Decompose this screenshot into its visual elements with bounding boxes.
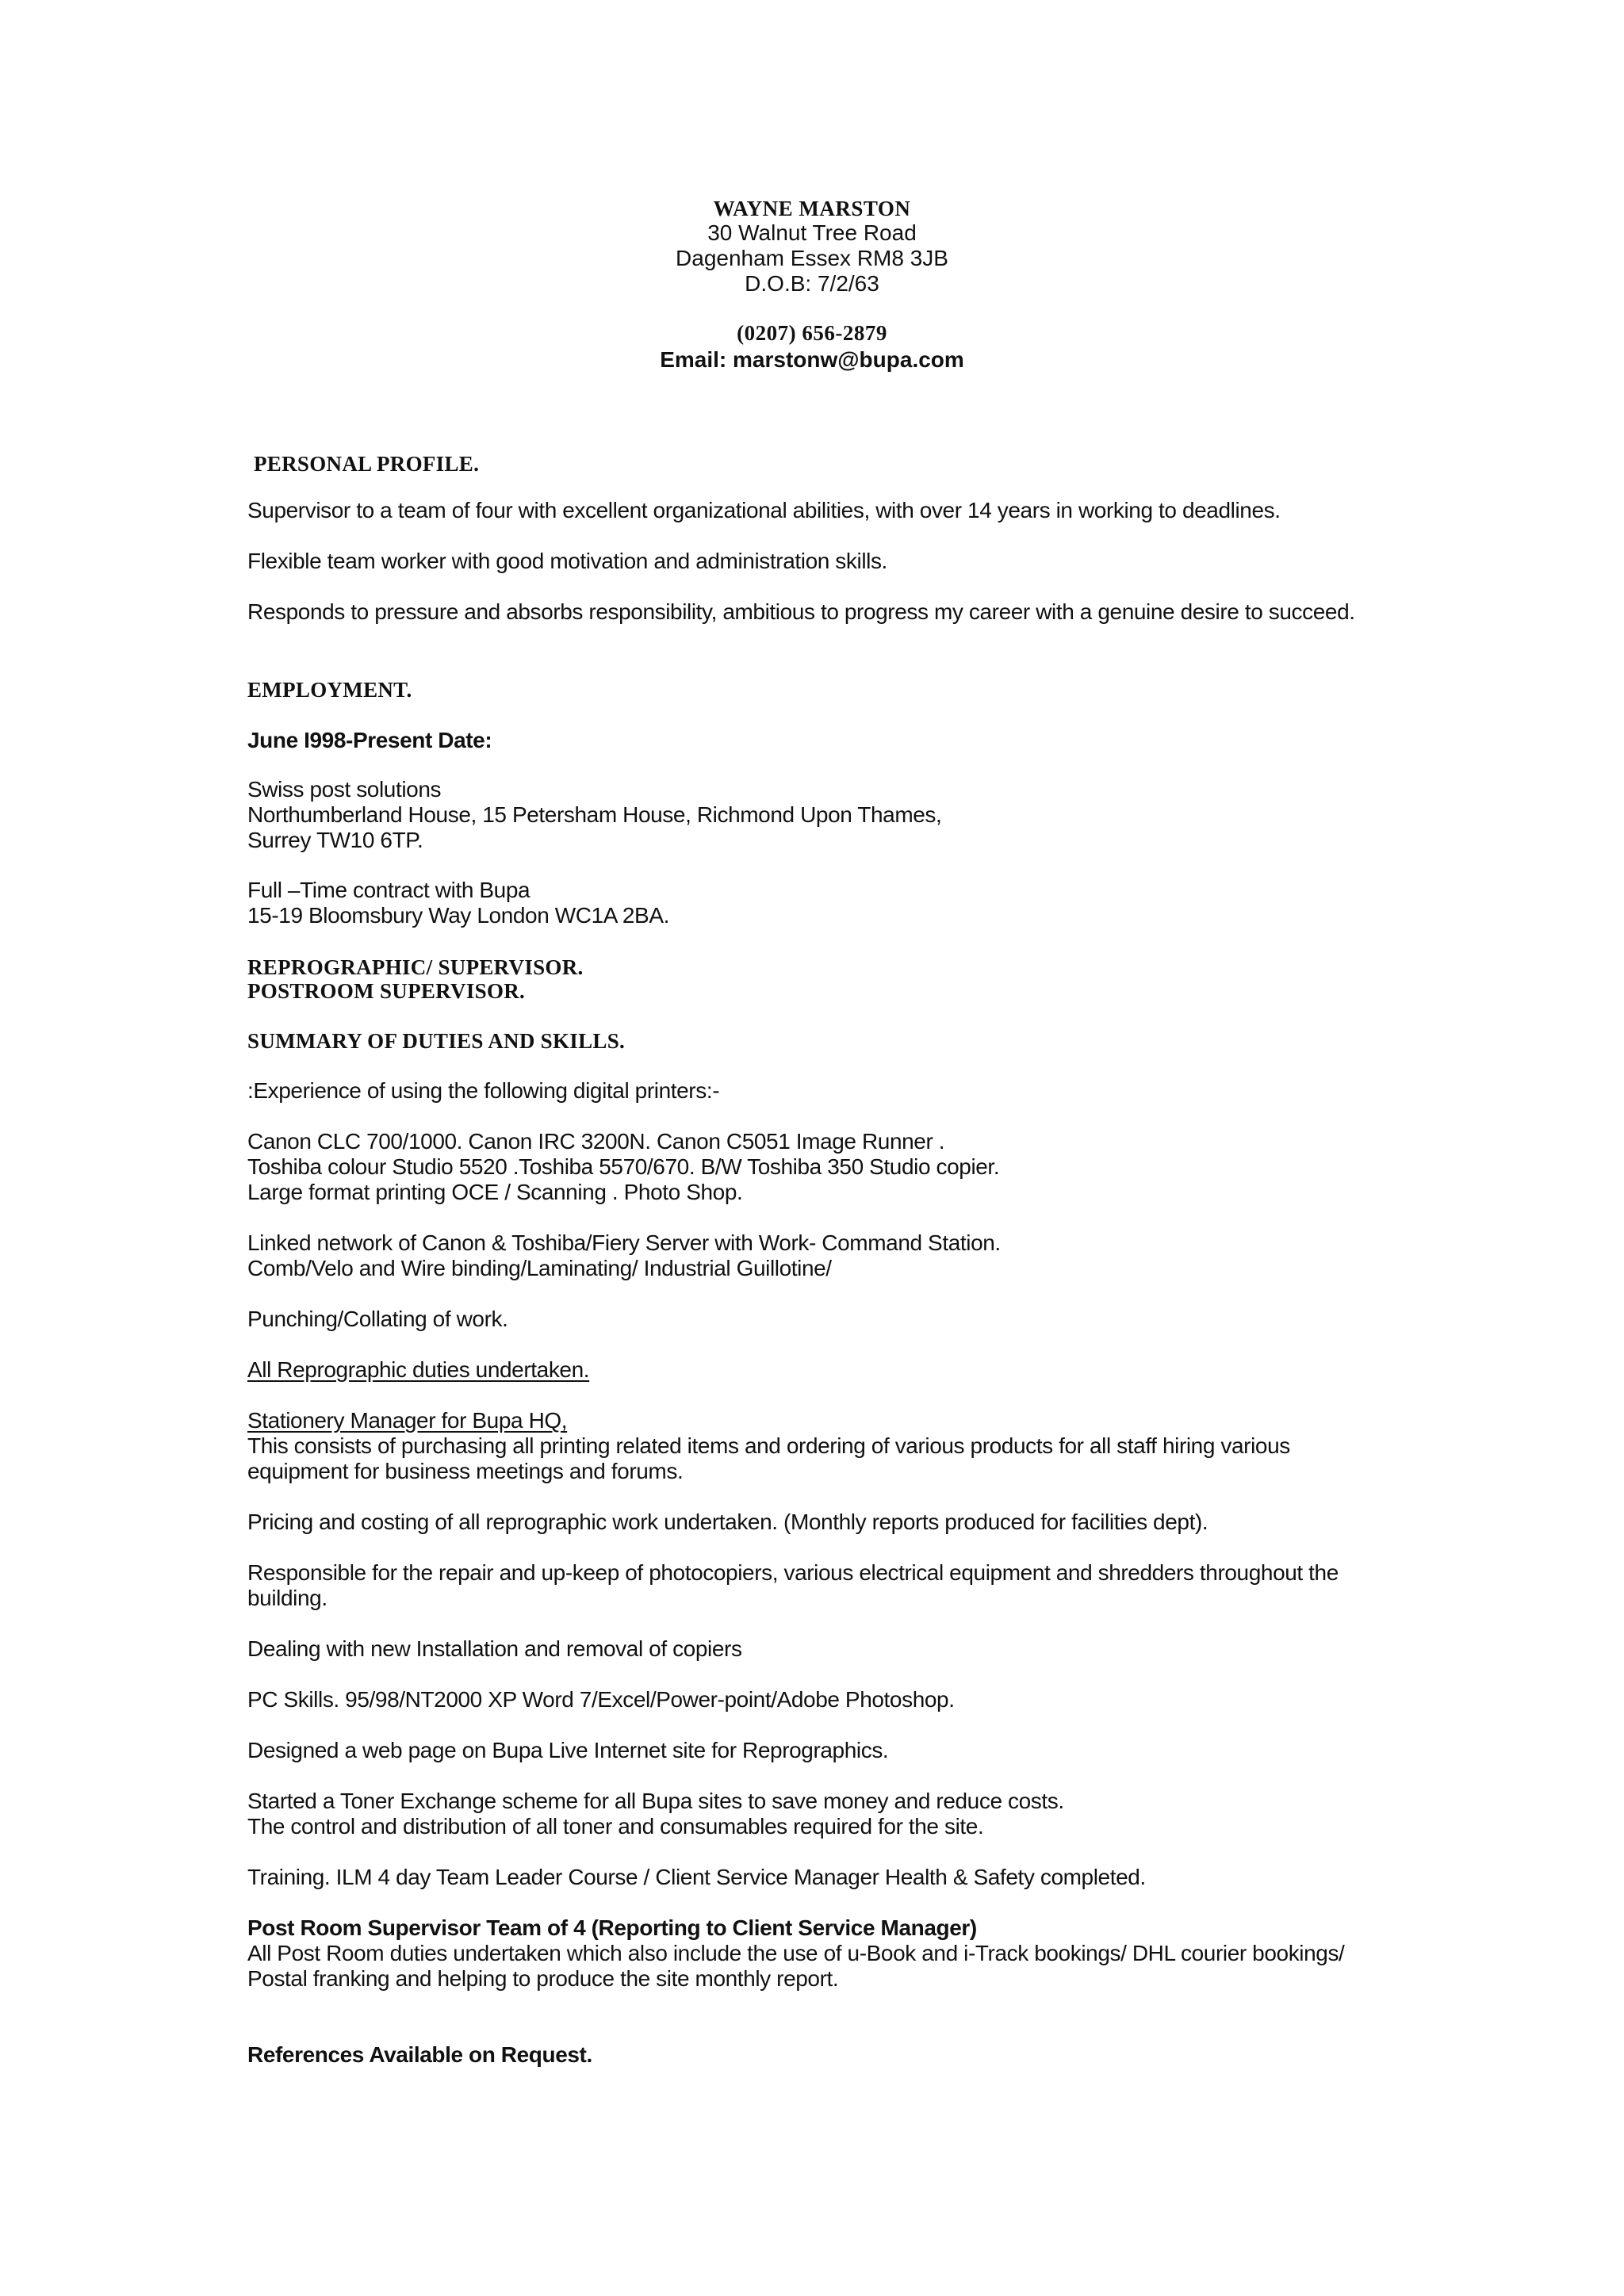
summary-line: Pricing and costing of all reprographic work undertaken. (Monthly reports produced for facilities dept). bbox=[247, 1510, 1208, 1534]
summary-line: The control and distribution of all toner and consumables required for the site. bbox=[247, 1814, 984, 1839]
summary-line: PC Skills. 95/98/NT2000 XP Word 7/Excel/Power-point/Adobe Photoshop. bbox=[247, 1687, 955, 1712]
summary-line: building. bbox=[247, 1586, 327, 1610]
profile-paragraph: Supervisor to a team of four with excellent organizational abilities, with over 14 years in working to deadlines. bbox=[247, 498, 1281, 522]
summary-line: This consists of purchasing all printing related items and ordering of various products for all staff hiring various bbox=[247, 1433, 1290, 1458]
summary-line: Linked network of Canon & Toshiba/Fiery Server with Work- Command Station. bbox=[247, 1230, 1001, 1255]
summary-line: Large format printing OCE / Scanning . Photo Shop. bbox=[247, 1180, 743, 1204]
employer-address: Surrey TW10 6TP. bbox=[247, 828, 423, 852]
summary-line: Comb/Velo and Wire binding/Laminating/ Industrial Guillotine/ bbox=[247, 1256, 832, 1280]
job-title: POSTROOM SUPERVISOR. bbox=[247, 979, 526, 1003]
summary-line: Punching/Collating of work. bbox=[247, 1307, 508, 1331]
summary-line: equipment for business meetings and forums. bbox=[247, 1459, 684, 1483]
postroom-title: Post Room Supervisor Team of 4 (Reporting to Client Service Manager) bbox=[247, 1915, 977, 1940]
employer-address: Northumberland House, 15 Petersham House, Richmond Upon Thames, bbox=[247, 802, 942, 827]
references-note: References Available on Request. bbox=[247, 2042, 592, 2067]
summary-line: Postal franking and helping to produce the site monthly report. bbox=[247, 1966, 839, 1991]
profile-paragraph: Responds to pressure and absorbs responsibility, ambitious to progress my career with a genuine desire to succeed. bbox=[247, 599, 1355, 624]
summary-underlined-line: Stationery Manager for Bupa HQ, bbox=[247, 1408, 568, 1433]
phone-number: (0207) 656-2879 bbox=[737, 321, 887, 345]
summary-line: :Experience of using the following digital printers:- bbox=[247, 1078, 720, 1103]
summary-underlined-line: All Reprographic duties undertaken. bbox=[247, 1357, 590, 1382]
summary-line: Responsible for the repair and up-keep of photocopiers, various electrical equipment and shredders throughout the bbox=[247, 1560, 1339, 1585]
contract-address: 15-19 Bloomsbury Way London WC1A 2BA. bbox=[247, 903, 669, 928]
email-address: Email: marstonw@bupa.com bbox=[660, 347, 964, 372]
date-of-birth: D.O.B: 7/2/63 bbox=[745, 271, 879, 296]
summary-line: Designed a web page on Bupa Live Internet site for Reprographics. bbox=[247, 1738, 889, 1762]
summary-line: Started a Toner Exchange scheme for all Bupa sites to save money and reduce costs. bbox=[247, 1789, 1064, 1813]
employer-name: Swiss post solutions bbox=[247, 777, 442, 802]
address-line-2: Dagenham Essex RM8 3JB bbox=[676, 246, 948, 270]
summary-line: Toshiba colour Studio 5520 .Toshiba 5570/670. B/W Toshiba 350 Studio copier. bbox=[247, 1154, 1000, 1179]
contract-info: Full –Time contract with Bupa bbox=[247, 878, 530, 902]
summary-line: Dealing with new Installation and removal of copiers bbox=[247, 1636, 742, 1661]
summary-line: Training. ILM 4 day Team Leader Course / Client Service Manager Health & Safety completed. bbox=[247, 1865, 1146, 1889]
job-title: REPROGRAPHIC/ SUPERVISOR. bbox=[247, 955, 584, 979]
summary-line: Canon CLC 700/1000. Canon IRC 3200N. Canon C5051 Image Runner . bbox=[247, 1129, 945, 1154]
address-line-1: 30 Walnut Tree Road bbox=[707, 220, 917, 245]
section-heading-employment: EMPLOYMENT. bbox=[247, 678, 412, 702]
section-heading-profile: PERSONAL PROFILE. bbox=[254, 452, 480, 476]
summary-line: All Post Room duties undertaken which also include the use of u-Book and i-Track bookings/ DHL courier bookings/ bbox=[247, 1941, 1345, 1965]
section-heading-summary: SUMMARY OF DUTIES AND SKILLS. bbox=[247, 1029, 626, 1053]
profile-paragraph: Flexible team worker with good motivation and administration skills. bbox=[247, 549, 887, 573]
employment-dates: June I998-Present Date: bbox=[247, 728, 492, 752]
candidate-name: WAYNE MARSTON bbox=[713, 197, 911, 220]
